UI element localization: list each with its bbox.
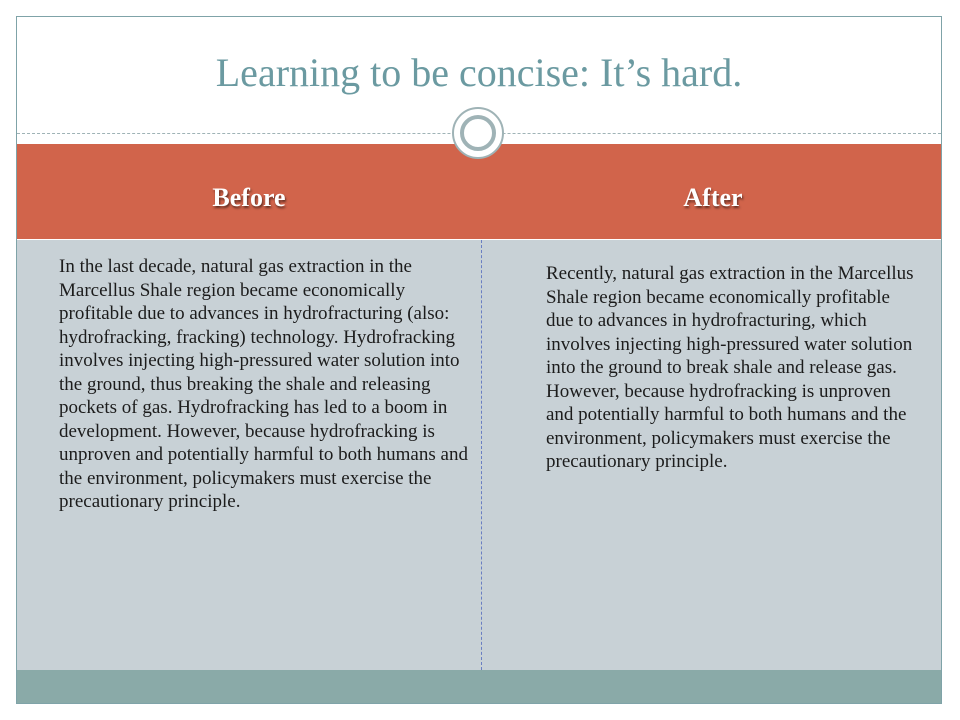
ring-ornament-icon (452, 107, 504, 159)
ring-ornament-inner (460, 115, 496, 151)
before-text: In the last decade, natural gas extraction in the Marcellus Shale region became economically profitable due to advances in hydrofracturing (also: hydrofracking, fracking) technology. Hydrofracking involves injecting high-pressured water solution into the ground, thus breaking the shale and releasing pockets of gas. Hydrofracking has led to a boom in development. However, because hydrofracking is unproven and potentially harmful to both humans and the environment, policymakers must exercise the precautionary principle. (59, 256, 468, 512)
footer-band (17, 670, 941, 703)
column-divider (481, 240, 482, 670)
after-text: Recently, natural gas extraction in the Marcellus Shale region became economically profitable due to advances in hydrofracturing, which involves injecting high-pressured water solution into the ground to break shale and release gas. However, because hydrofracking is unproven and potentially harmful to both humans and the environment, policymakers must exercise the precautionary principle. (546, 263, 914, 472)
slide-title: Learning to be concise: It’s hard. (215, 50, 743, 95)
after-heading: After (683, 183, 743, 212)
before-heading: Before (212, 183, 286, 212)
